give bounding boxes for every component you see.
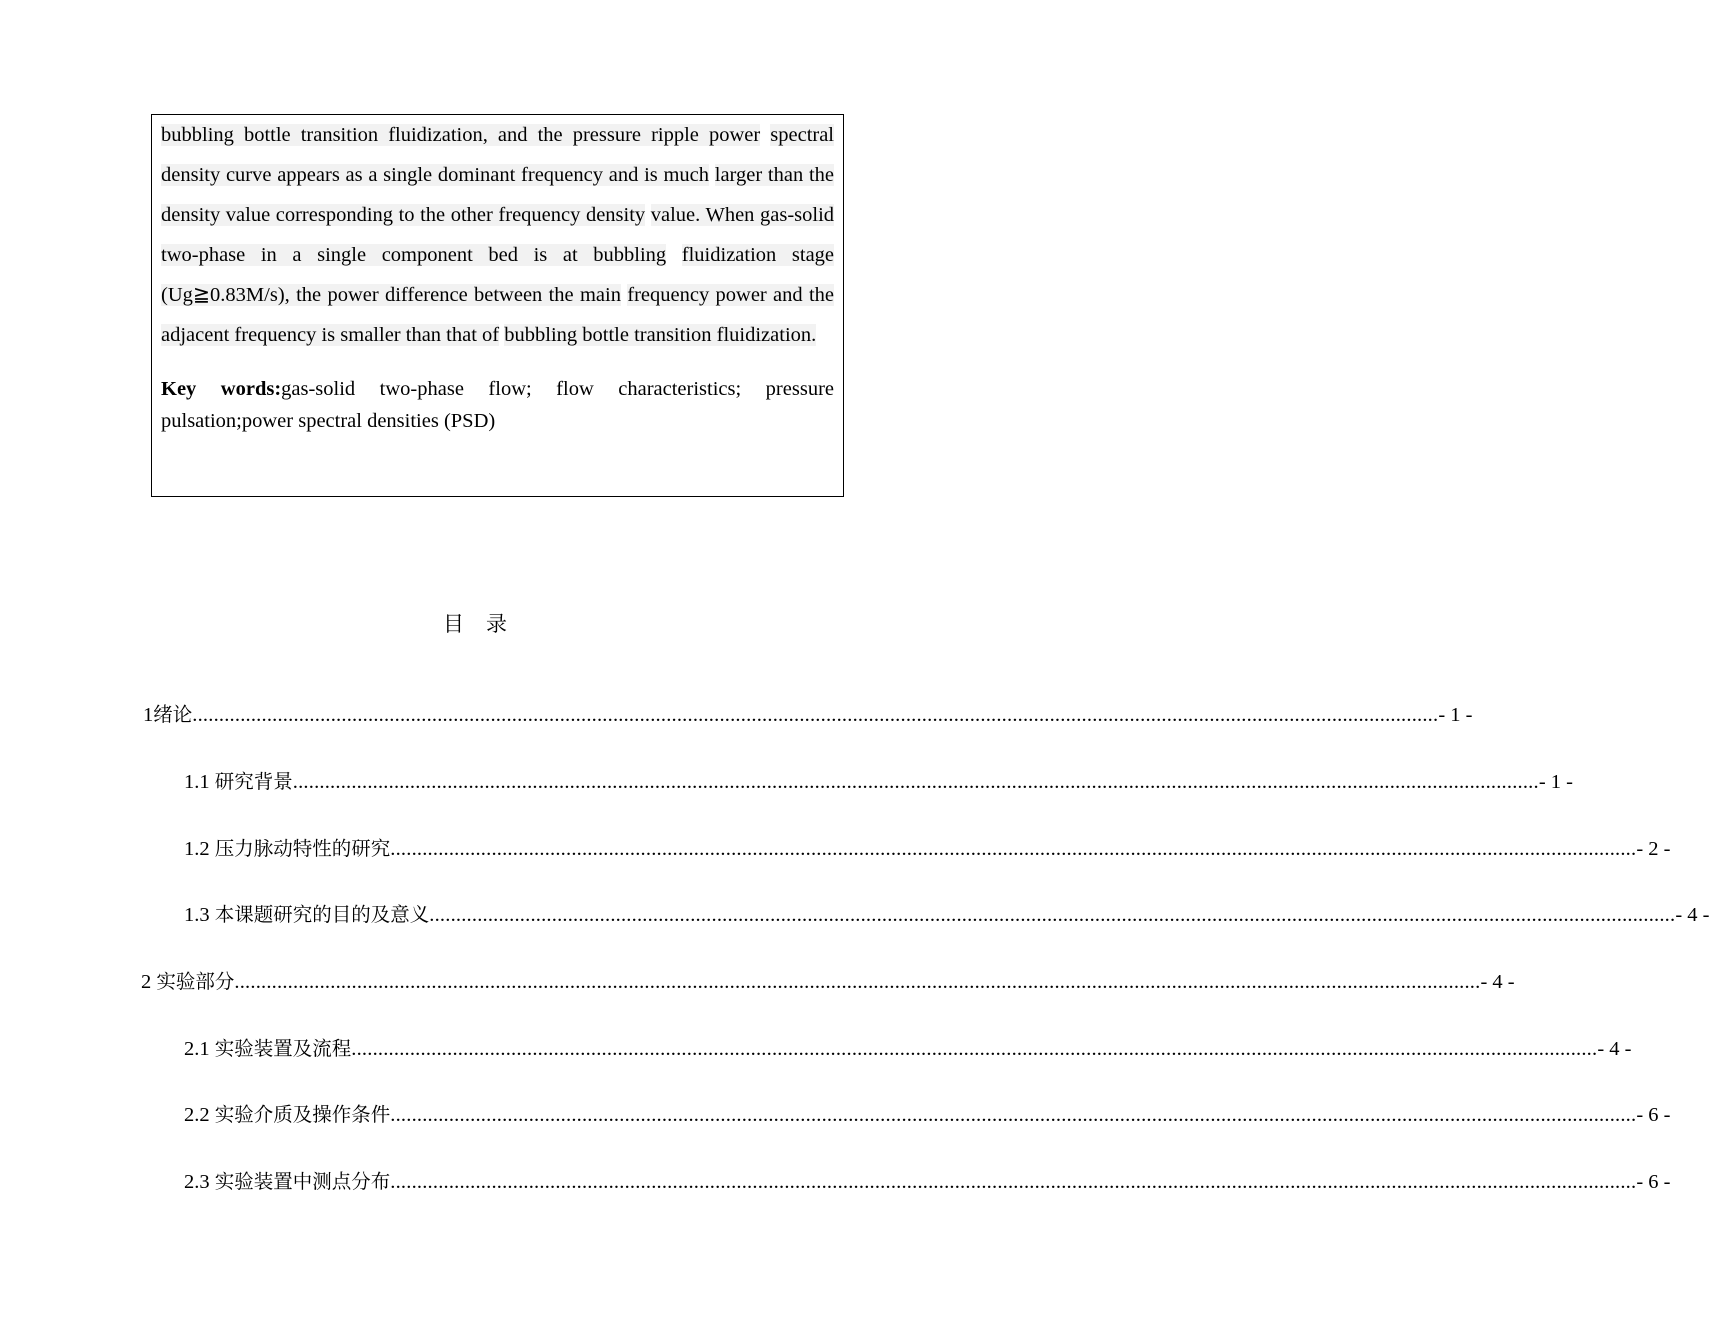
toc-entry-2-2[interactable] <box>184 1100 1671 1130</box>
toc-title-char-2: 录 <box>486 612 507 636</box>
abstract-line: fluidization stage (Ug≧0.83M/s), the power difference between the main <box>161 244 835 306</box>
toc-page-number: - 4 - <box>1675 904 1709 926</box>
abstract-line: value. When gas-solid two-phase in a single component bed is at bubbling <box>161 204 835 266</box>
toc-entry-label: 2 实验部分 <box>141 970 235 993</box>
toc-entry-label: 2.1 实验装置及流程 <box>184 1037 352 1060</box>
toc-leader-dots: .......................................................................................................................................................................................................................................... <box>234 971 1481 993</box>
keywords-label: Key words: <box>161 378 282 400</box>
abstract-body <box>161 115 834 355</box>
toc-entry-label: 2.2 实验介质及操作条件 <box>184 1103 391 1126</box>
abstract-line: bubbling bottle transition fluidization, and the pressure ripple power <box>161 124 761 146</box>
toc-page-number: - 6 - <box>1636 1104 1671 1126</box>
toc-entry-label: 1.1 研究背景 <box>184 770 293 793</box>
toc-leader-dots: .......................................................................................................................................................................................................................................... <box>429 904 1676 926</box>
toc-entry-1[interactable] <box>143 700 1473 730</box>
toc-entry-label: 1.2 压力脉动特性的研究 <box>184 837 391 860</box>
toc-page-number: - 6 - <box>1636 1171 1671 1193</box>
keywords-paragraph <box>161 373 834 437</box>
abstract-box <box>151 114 844 497</box>
toc-entry-1-1[interactable] <box>184 767 1573 797</box>
toc-leader-dots: .......................................................................................................................................................................................................................................... <box>292 771 1539 793</box>
toc-page-number: - 4 - <box>1597 1038 1632 1060</box>
toc-entry-2[interactable] <box>141 967 1515 997</box>
toc-entry-1-2[interactable] <box>184 834 1671 864</box>
toc-entry-1-3[interactable] <box>184 900 1709 930</box>
toc-entry-2-1[interactable] <box>184 1034 1632 1064</box>
abstract-line: spectral density curve appears as a single dominant frequency and is much <box>161 124 835 186</box>
toc-page-number: - 1 - <box>1538 771 1573 793</box>
toc-leader-dots: .......................................................................................................................................................................................................................................... <box>390 838 1637 860</box>
toc-leader-dots: .......................................................................................................................................................................................................................................... <box>192 704 1439 726</box>
toc-entry-label: 1绪论 <box>143 703 193 726</box>
keywords-text: gas-solid two-phase flow; flow characteristics; pressure pulsation;power spectral densities (PSD) <box>161 378 834 432</box>
toc-entry-label: 2.3 实验装置中测点分布 <box>184 1170 391 1193</box>
toc-title-char-1: 目 <box>443 612 464 636</box>
toc-leader-dots: .......................................................................................................................................................................................................................................... <box>390 1171 1637 1193</box>
toc-leader-dots: .......................................................................................................................................................................................................................................... <box>351 1038 1598 1060</box>
toc-page-number: - 1 - <box>1438 704 1473 726</box>
abstract-line: bubbling bottle transition fluidization. <box>504 324 817 346</box>
toc-leader-dots: .......................................................................................................................................................................................................................................... <box>390 1104 1637 1126</box>
toc-page-number: - 4 - <box>1480 971 1515 993</box>
toc-page-number: - 2 - <box>1636 838 1671 860</box>
toc-entry-2-3[interactable] <box>184 1167 1671 1197</box>
toc-entry-label: 1.3 本课题研究的目的及意义 <box>184 903 430 926</box>
abstract-line: larger than the density value corresponding to the other frequency density <box>161 164 834 226</box>
abstract-line: frequency power and the adjacent frequency is smaller than that of <box>161 284 835 346</box>
toc-title <box>0 608 950 638</box>
